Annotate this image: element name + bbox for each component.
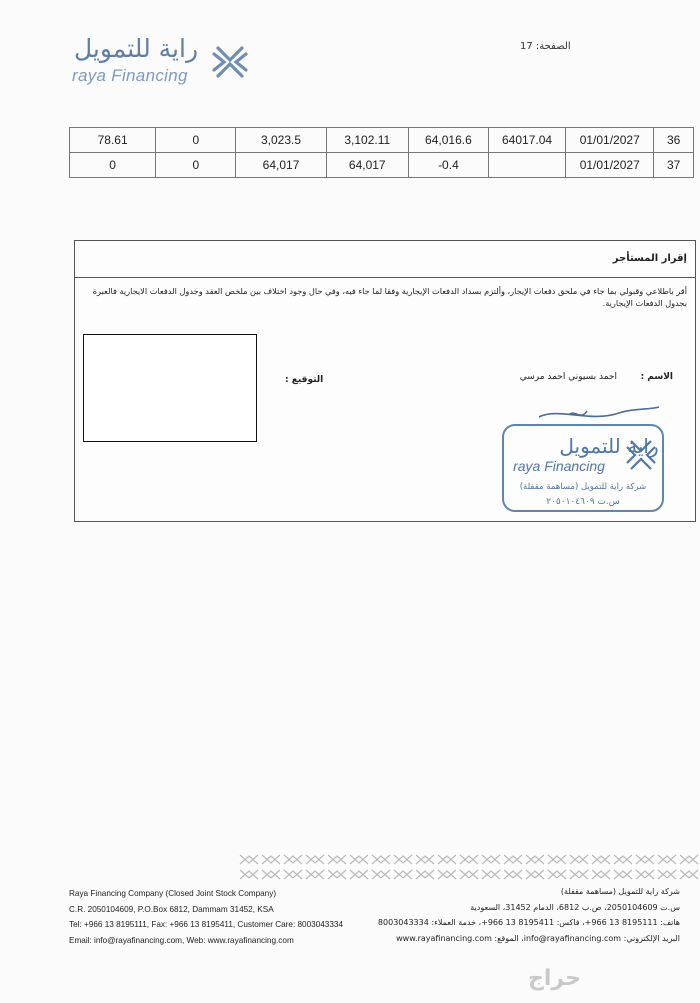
raya-logo — [68, 34, 258, 92]
footer-en-line: Email: info@rayafinancing.com, Web: www.rayafinancing.com — [69, 935, 294, 945]
declaration-header — [75, 241, 695, 278]
stamp-company-text: شركة راية للتمويل (مساهمة مقفلة) — [519, 482, 647, 492]
footer-pattern-icon — [238, 852, 700, 882]
table-cell: 37 — [654, 153, 694, 178]
table-cell: 3,023.5 — [236, 128, 326, 153]
table-cell: 0 — [156, 128, 236, 153]
signature-scribble — [539, 407, 659, 417]
signature-box — [83, 334, 257, 442]
stamp-english-text: raya Financing — [513, 458, 605, 474]
table-row — [70, 128, 694, 153]
table-cell: 0 — [156, 153, 236, 178]
footer-ar-line: شركة راية للتمويل (مساهمة مقفلة) — [560, 887, 680, 896]
table-cell: 78.61 — [70, 128, 156, 153]
table-cell: 64,017 — [236, 153, 326, 178]
table-cell: -0.4 — [408, 153, 488, 178]
table-cell: 01/01/2027 — [566, 128, 654, 153]
footer-english — [69, 886, 343, 948]
lessee-declaration-box — [74, 240, 696, 522]
stamp-arabic-text: راية للتمويل — [559, 434, 659, 458]
logo-arabic-text: راية للتمويل — [74, 34, 199, 63]
footer-arabic — [350, 884, 680, 946]
stamp-cr-text: س.ت ٢٠٥٠١٠٤٦٠٩ — [546, 497, 620, 507]
footer-en-line: Raya Financing Company (Closed Joint Stock Company) — [69, 889, 277, 898]
table-cell: 36 — [654, 128, 694, 153]
logo-english-text: raya Financing — [72, 66, 188, 85]
declaration-title: إقرار المستأجر — [612, 253, 687, 264]
footer-ar-line: س.ت 2050104609، ص.ب 6812، الدمام 31452، السعودية — [470, 902, 680, 912]
table-cell: 01/01/2027 — [566, 153, 654, 178]
signature-label: التوقيع : — [285, 375, 324, 385]
footer-en-line: C.R. 2050104609, P.O.Box 6812, Dammam 31452, KSA — [69, 904, 274, 914]
table-cell: 64,017 — [326, 153, 408, 178]
lessee-name: احمد بسيوني احمد مرسي — [519, 372, 617, 382]
table-cell: 64017.04 — [488, 128, 565, 153]
footer-en-line: Tel: +966 13 8195111, Fax: +966 13 8195411, Customer Care: 8003043334 — [69, 920, 344, 929]
company-stamp — [499, 405, 669, 517]
table-cell: 3,102.11 — [326, 128, 408, 153]
haraj-watermark: حراج — [528, 966, 581, 991]
table-row — [70, 153, 694, 178]
declaration-text: أقر باطلاعي وقبولي بما جاء في ملحق دفعات الإيجار، وألتزم بسداد الدفعات الإيجارية وفقا لما جاء فيه، وفي حال وجود اختلاف بين ملخص العقد وجدول الدفعات الايجارية فالعبرة بجدول الدفعات الإيجارية. — [92, 286, 687, 308]
table-cell: 64,016.6 — [408, 128, 488, 153]
name-label: الاسم : — [640, 372, 673, 382]
raya-logo-mark-icon — [208, 40, 252, 84]
page-number: الصفحة: 17 — [520, 41, 571, 52]
table-cell — [488, 153, 565, 178]
payment-schedule-table — [69, 127, 694, 178]
table-cell: 0 — [70, 153, 156, 178]
footer-ar-line: هاتف: 8195111 13 966+، فاكس: 8195411 13 966+، خدمة العملاء: 8003043334 — [377, 918, 680, 927]
footer-ar-line: البريد الإلكتروني: info@rayafinancing.com، الموقع: www.rayafinancing.com — [396, 933, 680, 943]
